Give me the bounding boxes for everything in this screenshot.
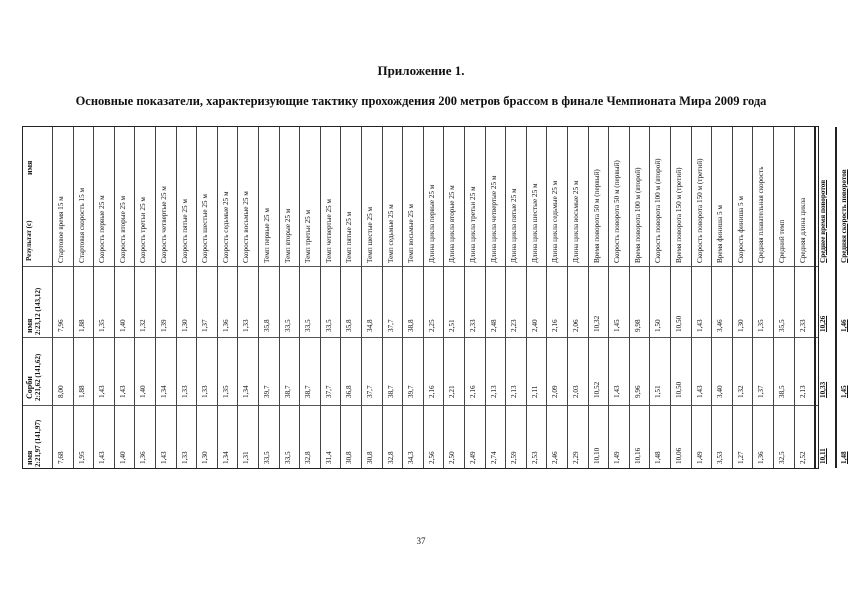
- table-cell: 1,49: [613, 451, 622, 464]
- table-cell: 1,36: [221, 319, 230, 332]
- row-label: Длина цикла третьи 25 м: [469, 186, 477, 263]
- column-divider: [73, 127, 74, 468]
- table-cell: 33,5: [263, 451, 271, 464]
- table-cell: 1,43: [695, 385, 704, 398]
- row-divider-2: [23, 337, 818, 338]
- table-cell: 2,23: [510, 319, 519, 332]
- table-cell: 10,26: [819, 315, 828, 332]
- table-caption: Основные показатели, характеризующие тактику прохождения 200 метров брассом в финале Чемпионата Мира 2009 года: [75, 94, 767, 108]
- table-cell: 1,30: [180, 319, 189, 332]
- row-label: Скорость четвертые 25 м: [160, 186, 168, 263]
- table-cell: 1,45: [613, 319, 622, 332]
- table-cell: 2,21: [448, 385, 457, 398]
- table-cell: 10,11: [819, 448, 828, 464]
- column-divider: [340, 127, 341, 468]
- table-cell: 2,53: [530, 451, 539, 464]
- table-cell: 1,88: [77, 385, 86, 398]
- table-cell: 1,43: [160, 451, 168, 464]
- row-label: Средний темп: [778, 219, 786, 263]
- table-cell: 2,50: [448, 451, 457, 464]
- table-cell: 1,88: [77, 319, 86, 332]
- column-divider: [752, 127, 753, 468]
- table-cell: 7,68: [57, 451, 65, 464]
- table-cell: 2,40: [530, 319, 539, 332]
- column-divider: [505, 127, 506, 468]
- table-cell: 1,35: [98, 319, 107, 332]
- table-cell: 1,32: [736, 385, 745, 398]
- table-cell: 10,32: [592, 315, 601, 332]
- table-cell: 35,5: [778, 319, 786, 332]
- column-divider: [711, 127, 712, 468]
- row-label: Скорость поворота 50 м (первый): [613, 160, 622, 263]
- table-cell: 10,10: [592, 447, 601, 464]
- table-cell: 1,34: [160, 385, 168, 398]
- table-cell: 1,45: [839, 385, 848, 398]
- table-cell: 10,50: [675, 381, 683, 398]
- table-cell: 1,33: [180, 385, 189, 398]
- row-label: Время поворота 150 м (третий): [675, 167, 683, 263]
- row-label: Темп шестые 25 м: [366, 206, 374, 263]
- row-label: Скорость вторые 25 м: [118, 195, 127, 263]
- column-divider: [382, 127, 383, 468]
- row-label: Время финиша 5 м: [716, 205, 725, 263]
- column-divider: [691, 127, 692, 468]
- table-cell: 1,40: [139, 385, 148, 398]
- table-cell: 1,46: [839, 319, 848, 332]
- column-divider: [279, 127, 280, 468]
- table-cell: 1,30: [736, 319, 745, 332]
- table-cell: 1,51: [654, 385, 663, 398]
- table-cell: 2,33: [469, 319, 477, 332]
- athlete-1-result: 2:23,12 (143,12): [34, 287, 42, 335]
- column-divider: [237, 127, 238, 468]
- header-divider: [23, 266, 818, 267]
- table-cell: 1,43: [695, 319, 704, 332]
- athlete-3-result: 2:21,97 (141,97): [34, 419, 42, 467]
- column-divider: [361, 127, 362, 468]
- row-label: Скорость третьи 25 м: [139, 197, 148, 263]
- row-label: Темп вторые 25 м: [283, 208, 292, 263]
- table-cell: 2,59: [510, 451, 519, 464]
- table-cell: 8,00: [57, 385, 65, 398]
- column-divider: [773, 127, 774, 468]
- table-cell: 1,35: [221, 385, 230, 398]
- table-cell: 32,5: [778, 451, 786, 464]
- column-divider: [217, 127, 218, 468]
- table-cell: 2,09: [551, 385, 560, 398]
- table-cell: 2,49: [469, 451, 477, 464]
- table-cell: 9,98: [633, 319, 642, 332]
- table-cell: 1,32: [139, 319, 148, 332]
- table-cell: 33,5: [304, 319, 313, 332]
- table-cell: 34,8: [366, 319, 374, 332]
- table-cell: 34,3: [407, 451, 416, 464]
- column-divider: [485, 127, 486, 468]
- table-cell: 2,03: [572, 385, 580, 398]
- column-divider: [588, 127, 589, 468]
- table-cell: 2,16: [469, 385, 477, 398]
- table-cell: 1,31: [242, 451, 251, 464]
- table-cell: 3,53: [716, 451, 725, 464]
- table-cell: 2,74: [489, 451, 498, 464]
- table-cell: 30,8: [366, 451, 374, 464]
- row-label: Темп пятые 25 м: [345, 211, 354, 263]
- row-label: Скорость шестые 25 м: [201, 194, 210, 263]
- row-label: Темп седьмые 25 м: [386, 204, 395, 263]
- table-cell: 2,25: [427, 319, 436, 332]
- column-divider: [649, 127, 650, 468]
- table-cell: 2,29: [572, 451, 580, 464]
- table-cell: 37,7: [366, 385, 374, 398]
- table-cell: 1,33: [180, 451, 189, 464]
- column-divider: [835, 127, 837, 468]
- row-label: Скорость восьмые 25 м: [242, 191, 251, 263]
- appendix-title: Приложение 1.: [377, 63, 465, 78]
- table-cell: 1,39: [160, 319, 168, 332]
- row-label: Среднее время поворотов: [819, 179, 828, 263]
- table-cell: 2,56: [427, 451, 436, 464]
- table-cell: 31,4: [324, 451, 333, 464]
- table-cell: 1,40: [118, 451, 127, 464]
- row-label: Темп восьмые 25 м: [407, 204, 416, 263]
- table-cell: 36,8: [345, 385, 354, 398]
- athlete-2-result: 2:21,62 (141,62): [34, 353, 42, 401]
- athlete-3-name: имя: [25, 450, 34, 465]
- column-divider: [546, 127, 547, 468]
- column-divider: [52, 127, 53, 468]
- row-divider-3: [23, 405, 818, 406]
- column-divider: [258, 127, 259, 468]
- table-cell: 1,27: [736, 451, 745, 464]
- column-divider: [155, 127, 156, 468]
- header-result-label: Результат (с): [25, 220, 33, 261]
- row-label: Средняя скорость поворотов: [839, 169, 848, 263]
- table-cell: 2,13: [489, 385, 498, 398]
- table-cell: 38,8: [407, 319, 416, 332]
- table-cell: 32,8: [304, 451, 313, 464]
- table-cell: 1,30: [201, 451, 210, 464]
- column-divider: [402, 127, 403, 468]
- column-divider: [134, 127, 135, 468]
- table-cell: 1,34: [242, 385, 251, 398]
- row-label: Время поворота 50 м (первый): [592, 169, 601, 263]
- column-divider: [794, 127, 795, 468]
- table-cell: 38,5: [778, 385, 786, 398]
- column-divider: [526, 127, 527, 468]
- table-cell: 2,11: [530, 385, 539, 398]
- table-cell: 1,36: [139, 451, 148, 464]
- row-label: Длина цикла вторые 25 м: [448, 185, 457, 263]
- column-divider: [464, 127, 465, 468]
- table-cell: 1,48: [839, 451, 848, 464]
- row-label: Скорость первые 25 м: [98, 195, 107, 263]
- row-label: Стартовая скорость 15 м: [77, 187, 86, 263]
- column-divider: [732, 127, 733, 468]
- row-label: Средняя длина цикла: [798, 197, 807, 263]
- row-label: Время поворота 100 м (второй): [633, 167, 642, 263]
- column-divider: [320, 127, 321, 468]
- table-cell: 3,46: [716, 319, 725, 332]
- table-cell: 1,43: [98, 385, 107, 398]
- table-cell: 33,5: [283, 451, 292, 464]
- table-cell: 9,96: [633, 385, 642, 398]
- table-cell: 2,48: [489, 319, 498, 332]
- row-label: Длина цикла первые 25 м: [427, 184, 436, 263]
- table-cell: 1,48: [654, 451, 663, 464]
- table-cell: 1,35: [757, 319, 766, 332]
- column-divider: [814, 127, 816, 468]
- table-cell: 1,34: [221, 451, 230, 464]
- table-cell: 1,43: [98, 451, 107, 464]
- table-cell: 2,51: [448, 319, 457, 332]
- table-cell: 37,7: [324, 385, 333, 398]
- table-cell: 32,8: [386, 451, 395, 464]
- table-cell: 1,36: [757, 451, 766, 464]
- column-divider: [299, 127, 300, 468]
- table-cell: 2,13: [798, 385, 807, 398]
- athlete-2-name: Сорби: [25, 376, 34, 399]
- table-cell: 38,7: [304, 385, 313, 398]
- column-divider: [176, 127, 177, 468]
- table-cell: 10,33: [819, 381, 828, 398]
- table-cell: 2,06: [572, 319, 580, 332]
- table-cell: 35,8: [263, 319, 271, 332]
- column-divider: [629, 127, 630, 468]
- table-cell: 35,8: [345, 319, 354, 332]
- table-cell: 1,33: [201, 385, 210, 398]
- column-divider: [93, 127, 94, 468]
- table-cell: 37,7: [386, 319, 395, 332]
- row-label: Длина цикла седьмые 25 м: [551, 180, 560, 263]
- athlete-1-name: имя: [25, 318, 34, 333]
- table-cell: 1,43: [118, 385, 127, 398]
- row-label: Скорость финиша 5 м: [736, 196, 745, 263]
- table-cell: 2,16: [427, 385, 436, 398]
- row-label: Темп первые 25 м: [263, 208, 271, 263]
- table-cell: 2,52: [798, 451, 807, 464]
- table-cell: 10,50: [675, 315, 683, 332]
- row-label: Скорость поворота 100 м (второй): [654, 158, 663, 263]
- column-divider: [423, 127, 424, 468]
- column-divider: [196, 127, 197, 468]
- table-cell: 1,50: [654, 319, 663, 332]
- page-number: 37: [416, 536, 426, 546]
- row-label: Стартовое время 15 м: [57, 196, 65, 263]
- table-cell: 38,7: [283, 385, 292, 398]
- row-label: Длина цикла шестые 25 м: [530, 183, 539, 263]
- table-cell: 1,43: [613, 385, 622, 398]
- table-cell: 1,95: [77, 451, 86, 464]
- table-cell: 39,7: [407, 385, 416, 398]
- table-cell: 38,7: [386, 385, 395, 398]
- column-divider: [114, 127, 115, 468]
- row-label: Длина цикла четвертые 25 м: [489, 175, 498, 263]
- column-divider: [670, 127, 671, 468]
- stats-table: [22, 126, 848, 469]
- row-label: Длина цикла пятые 25 м: [510, 188, 519, 263]
- table-cell: 7,96: [57, 319, 65, 332]
- table-cell: 3,40: [716, 385, 725, 398]
- row-label: Скорость пятые 25 м: [180, 199, 189, 263]
- row-label: Темп четвертые 25 м: [324, 199, 333, 263]
- table-cell: 2,13: [510, 385, 519, 398]
- table-cell: 1,49: [695, 451, 704, 464]
- row-label: Скорость седьмые 25 м: [221, 191, 230, 263]
- row-label: Средняя плавательная скорость: [757, 166, 766, 263]
- table-cell: 33,5: [324, 319, 333, 332]
- column-divider: [443, 127, 444, 468]
- column-divider: [567, 127, 568, 468]
- table-cell: 10,06: [675, 447, 683, 464]
- table-cell: 1,37: [757, 385, 766, 398]
- table-cell: 10,52: [592, 381, 601, 398]
- table-cell: 30,8: [345, 451, 354, 464]
- table-cell: 2,33: [798, 319, 807, 332]
- table-cell: 10,16: [633, 447, 642, 464]
- table-cell: 2,16: [551, 319, 560, 332]
- table-cell: 1,40: [118, 319, 127, 332]
- column-divider: [608, 127, 609, 468]
- table-cell: 33,5: [283, 319, 292, 332]
- row-label: Темп третьи 25 м: [304, 209, 313, 263]
- header-name-label: имя: [25, 160, 34, 175]
- table-cell: 1,37: [201, 319, 210, 332]
- row-label: Длина цикла восьмые 25 м: [572, 180, 580, 263]
- table-cell: 1,33: [242, 319, 251, 332]
- table-cell: 39,7: [263, 385, 271, 398]
- row-label: Скорость поворота 150 м (третий): [695, 158, 704, 263]
- table-cell: 2,46: [551, 451, 560, 464]
